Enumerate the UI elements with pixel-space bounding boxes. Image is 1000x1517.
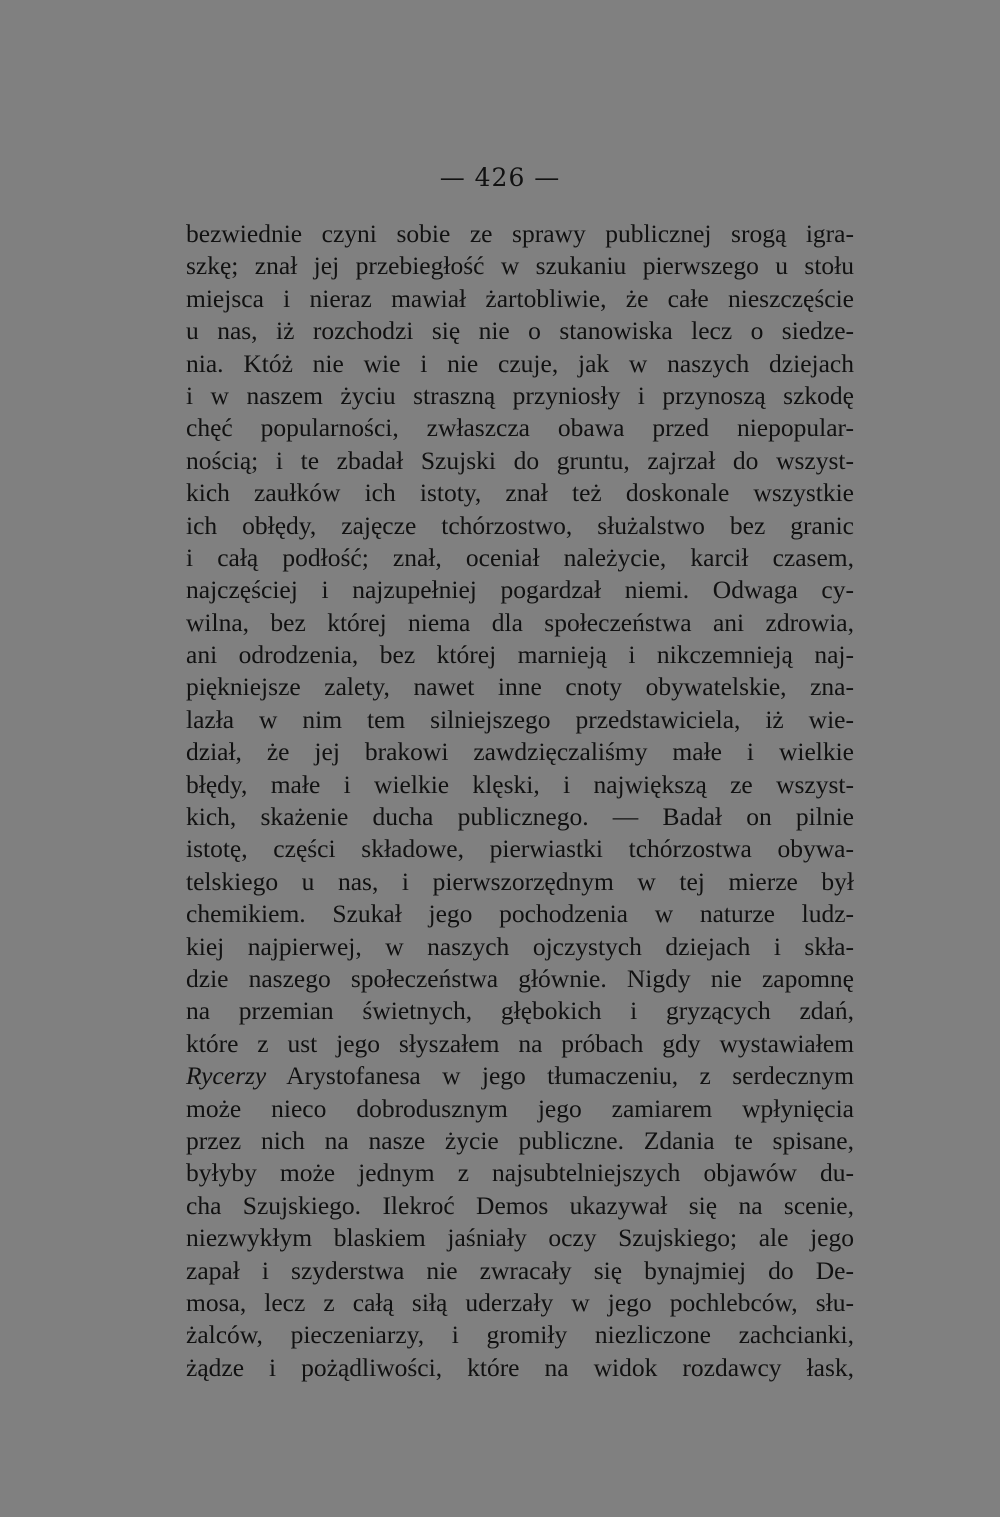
text-line: zapał i szyderstwa nie zwracały się bynajmiej do De- (186, 1255, 854, 1285)
text-line: żalców, pieczeniarzy, i gromiły niezliczone zachcianki, (186, 1320, 854, 1350)
text-line: lazła w nim tem silniejszego przedstawiciela, iż wie- (186, 704, 854, 734)
text-line: ich obłędy, zajęcze tchórzostwo, służalstwo bez granic (186, 510, 854, 540)
text-line: kich, skażenie ducha publicznego. — Badał on pilnie (186, 802, 854, 832)
text-line: miejsca i nieraz mawiał żartobliwie, że całe nieszczęście (186, 283, 854, 313)
text-line: piękniejsze zalety, nawet inne cnoty obywatelskie, zna- (186, 672, 854, 702)
text-line: żądze i pożądliwości, które na widok rozdawcy łask, (186, 1352, 854, 1382)
text-line: dzie naszego społeczeństwa głównie. Nigdy nie zapomnę (186, 963, 854, 993)
text-line: kich zaułków ich istoty, znał też doskonale wszystkie (186, 478, 854, 508)
text-line: istotę, części składowe, pierwiastki tchórzostwa obywa- (186, 834, 854, 864)
text-line: najczęściej i najzupełniej pogardzał niemi. Odwaga cy- (186, 575, 854, 605)
text-line: szkę; znał jej przebiegłość w szukaniu pierwszego u stołu (186, 251, 854, 281)
text-line: mosa, lecz z całą siłą uderzały w jego pochlebców, słu- (186, 1287, 854, 1317)
text-line: u nas, iż rozchodzi się nie o stanowiska lecz o siedze- (186, 316, 854, 346)
text-line: cha Szujskiego. Ilekroć Demos ukazywał się na scenie, (186, 1190, 854, 1220)
text-line: dział, że jej brakowi zawdzięczaliśmy małe i wielkie (186, 737, 854, 767)
text-line: wilna, bez której niema dla społeczeństwa ani zdrowia, (186, 607, 854, 637)
text-line: niezwykłym blaskiem jaśniały oczy Szujskiego; ale jego (186, 1223, 854, 1253)
text-line: na przemian świetnych, głębokich i gryzących zdań, (186, 996, 854, 1026)
text-line: bezwiednie czyni sobie ze sprawy publicznej srogą igra- (186, 219, 854, 248)
text-line: byłyby może jednym z najsubtelniejszych objawów du- (186, 1158, 854, 1188)
text-line: może nieco dobrodusznym jego zamiarem wpłynięcia (186, 1093, 854, 1123)
text-line: które z ust jego słyszałem na próbach gdy wystawiałem (186, 1028, 854, 1058)
body-text (186, 218, 854, 1384)
text-line: i w naszem życiu straszną przyniosły i przynoszą szkodę (186, 380, 854, 410)
text-line: nia. Któż nie wie i nie czuje, jak w naszych dziejach (186, 348, 854, 378)
italic-title: Rycerzy (186, 1061, 267, 1091)
text-line: chęć popularności, zwłaszcza obawa przed niepopular- (186, 413, 854, 443)
text-line: nością; i te zbadał Szujski do gruntu, zajrzał do wszyst- (186, 445, 854, 475)
text-line: błędy, małe i wielkie klęski, i największą ze wszyst- (186, 769, 854, 799)
text-line: ani odrodzenia, bez której marnieją i nikczemnieją naj- (186, 640, 854, 670)
text-line: przez nich na nasze życie publiczne. Zdania te spisane, (186, 1125, 854, 1155)
text-line: telskiego u nas, i pierwszorzędnym w tej mierze był (186, 866, 854, 896)
text-line-with-italic-title: Rycerzy Arystofanesa w jego tłumaczeniu, z serdecznym (186, 1061, 854, 1091)
text-line: i całą podłość; znał, oceniał należycie, karcił czasem, (186, 542, 854, 572)
page-number: — 426 — (439, 163, 561, 192)
text-line: kiej najpierwej, w naszych ojczystych dziejach i skła- (186, 931, 854, 961)
text-line: chemikiem. Szukał jego pochodzenia w naturze ludz- (186, 899, 854, 929)
